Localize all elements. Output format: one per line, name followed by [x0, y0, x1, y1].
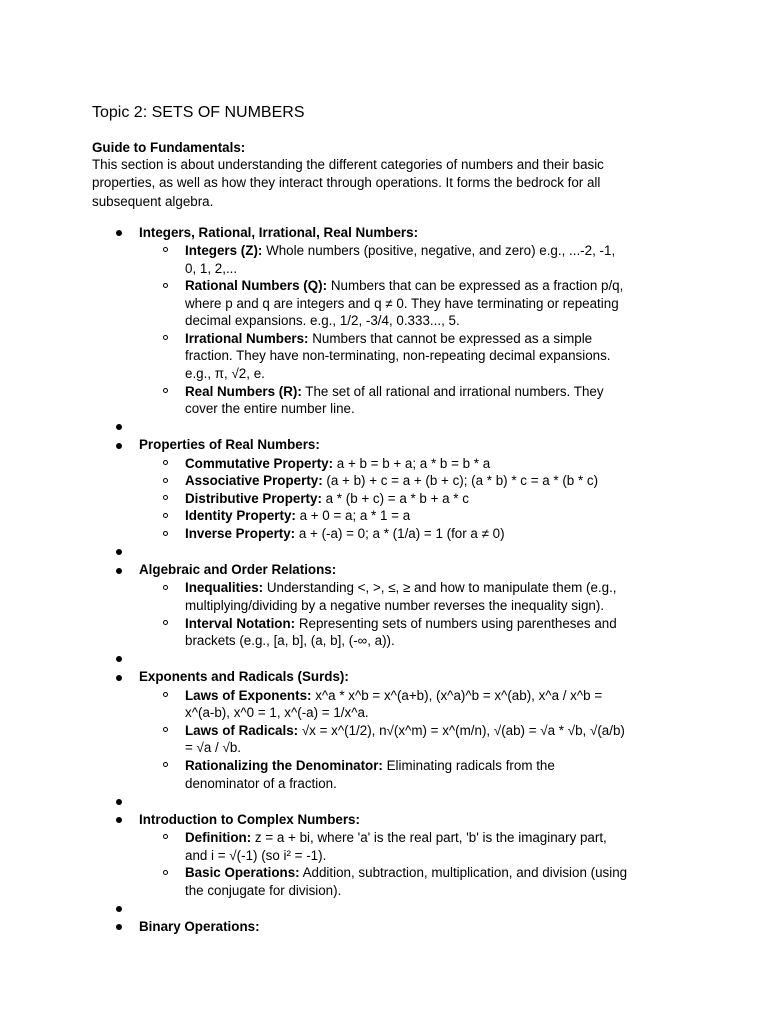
sub-bullet [139, 242, 629, 277]
section-heading: Algebraic and Order Relations: [139, 562, 337, 577]
sub-bullet [139, 722, 629, 757]
circle-bullet [163, 513, 168, 518]
sub-bullet [139, 455, 629, 473]
term-description: √x = x^(1/2), n√(x^m) = x^(m/n), √(ab) = √a * √b, √(a/b) = √a / √b. [185, 722, 625, 756]
circle-bullet [163, 388, 168, 393]
circle-bullet [163, 620, 168, 625]
term-description: z = a + bi, where 'a' is the real part, 'b' is the imaginary part, and i = √(-1) (so i² = -1). [185, 829, 607, 863]
section-heading: Properties of Real Numbers: [139, 437, 320, 453]
sub-list [139, 242, 692, 418]
term-description: Numbers that can be expressed as a fraction p/q, where p and q are integers and q ≠ 0. They have terminating or repeating decimal expansions. e.g., 1/2, -3/4, 0.333..., 5. [185, 278, 624, 329]
term-label: Inverse Property: [185, 526, 296, 542]
empty-bullet [92, 418, 692, 436]
bullet-dot [116, 568, 122, 574]
section-bullet [92, 224, 692, 418]
circle-bullet [163, 335, 168, 340]
term-label: Interval Notation: [185, 615, 296, 631]
sub-bullet [139, 615, 629, 650]
section-bullet [92, 918, 692, 936]
term-description: (a + b) + c = a + (b + c); (a * b) * c = a * (b * c) [322, 473, 599, 489]
term-label: Rationalizing the Denominator: [185, 757, 383, 773]
section-heading: Introduction to Complex Numbers: [139, 811, 360, 827]
term-description: Representing sets of numbers using parentheses and brackets (e.g., [a, b], (a, b], (-∞, a)). [185, 615, 617, 649]
bullet-dot [116, 656, 122, 662]
term-description: a + 0 = a; a * 1 = a [295, 508, 411, 524]
term-label: Real Numbers (R): [185, 383, 302, 399]
sub-list [139, 829, 692, 899]
sub-bullet [139, 687, 629, 722]
sub-bullet [139, 330, 629, 383]
circle-bullet [163, 531, 168, 536]
circle-bullet [163, 870, 168, 875]
guide-heading: Guide to Fundamentals: [92, 140, 246, 155]
empty-bullet [92, 543, 692, 561]
term-description: Numbers that cannot be expressed as a simple fraction. They have non-terminating, non-repeating decimal expansions. e.g., π, √2, e. [185, 330, 611, 382]
topic-outline [92, 224, 692, 937]
term-label: Irrational Numbers: [185, 330, 309, 346]
section-bullet [92, 811, 692, 900]
term-description: Whole numbers (positive, negative, and zero) e.g., ...-2, -1, 0, 1, 2,... [185, 242, 616, 276]
term-description: x^a * x^b = x^(a+b), (x^a)^b = x^(ab), x^a / x^b = x^(a-b), x^0 = 1, x^(-a) = 1/x^a. [185, 687, 603, 721]
sub-list [139, 455, 692, 543]
bullet-dot [116, 424, 122, 430]
term-label: Rational Numbers (Q): [185, 278, 328, 294]
circle-bullet [163, 762, 168, 767]
sub-bullet [139, 490, 629, 508]
bullet-dot [116, 906, 122, 912]
term-label: Basic Operations: [185, 865, 300, 881]
circle-bullet [163, 283, 168, 288]
circle-bullet [163, 247, 168, 252]
bullet-dot [116, 549, 122, 555]
bullet-dot [116, 799, 122, 805]
term-label: Commutative Property: [185, 455, 334, 471]
section-heading: Exponents and Radicals (Surds): [139, 669, 349, 685]
section-bullet [92, 668, 692, 792]
sub-bullet [139, 507, 629, 525]
section-heading: Integers, Rational, Irrational, Real Numbers: [139, 224, 419, 240]
sub-bullet [139, 757, 629, 792]
sub-bullet [139, 277, 629, 330]
circle-bullet [163, 834, 168, 839]
sub-bullet [139, 383, 629, 418]
term-label: Identity Property: [185, 508, 296, 524]
term-description: Eliminating radicals from the denominator of a fraction. [185, 757, 555, 791]
term-description: The set of all rational and irrational numbers. They cover the entire number line. [185, 383, 604, 417]
bullet-dot [116, 230, 122, 236]
section-bullet [92, 561, 692, 650]
sub-bullet [139, 829, 629, 864]
sub-list [139, 687, 692, 793]
sub-bullet [139, 525, 629, 543]
guide-text: This section is about understanding the different categories of numbers and their basic properties, as well as how they interact through operations. It forms the bedrock for all subsequent algebra. [92, 157, 604, 209]
bullet-dot [116, 443, 122, 449]
circle-bullet [163, 478, 168, 483]
sub-bullet [139, 864, 629, 899]
circle-bullet [163, 495, 168, 500]
term-label: Inequalities: [185, 580, 264, 596]
term-label: Associative Property: [185, 473, 323, 489]
circle-bullet [163, 727, 168, 732]
bullet-dot [116, 924, 122, 930]
term-label: Distributive Property: [185, 490, 322, 506]
section-heading: Binary Operations: [139, 918, 260, 934]
circle-bullet [163, 460, 168, 465]
term-label: Laws of Radicals: [185, 722, 299, 738]
term-label: Integers (Z): [185, 242, 263, 258]
empty-bullet [92, 792, 692, 810]
sub-list [139, 579, 692, 649]
bullet-dot [116, 817, 122, 823]
term-description: a + b = b + a; a * b = b * a [333, 455, 491, 471]
circle-bullet [163, 585, 168, 590]
empty-bullet [92, 899, 692, 917]
term-description: Understanding <, >, ≤, ≥ and how to manipulate them (e.g., multiplying/dividing by a negative number reverses the inequality sign). [185, 580, 617, 613]
term-label: Laws of Exponents: [185, 687, 312, 703]
sub-bullet [139, 579, 629, 614]
term-description: Addition, subtraction, multiplication, and division (using the conjugate for division). [185, 865, 628, 898]
term-label: Definition: [185, 829, 252, 845]
sub-bullet [139, 472, 629, 490]
circle-bullet [163, 692, 168, 697]
page-title: Topic 2: SETS OF NUMBERS [92, 104, 305, 121]
term-description: a * (b + c) = a * b + a * c [321, 490, 469, 506]
section-bullet [92, 436, 692, 542]
empty-bullet [92, 650, 692, 668]
term-description: a + (-a) = 0; a * (1/a) = 1 (for a ≠ 0) [295, 526, 505, 542]
bullet-dot [116, 675, 122, 681]
